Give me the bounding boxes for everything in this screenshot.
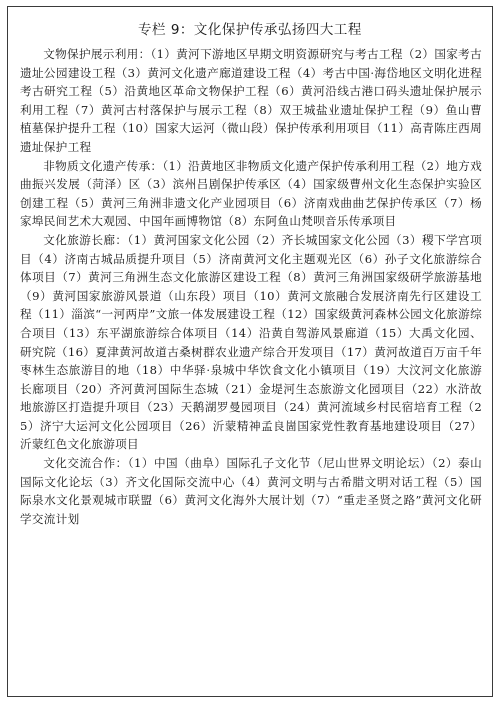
section-heading: 非物质文化遗产传承： xyxy=(43,158,163,173)
column-title: 专栏 9：文化保护传承弘扬四大工程 xyxy=(138,22,362,38)
section-heading: 文化旅游长廊： xyxy=(43,232,128,247)
section-body: （1）黄河国家文化公园（2）齐长城国家文化公园（3）稷下学宫项目（4）济南古城品质提升项目（5）济南黄河文化主题观光区（6）孙子文化旅游综合体项目（7）黄河三角洲生态文化旅游区建设工程（8）黄河三角洲国家级研学旅游基地（9）黄河国家旅游风景道（山东段）项目（10）黄河文旅融合发展济南先行区建设工程（11）淄滨“一河两岸”文旅一体发展建设工程（12）国家级黄河森林公园文化旅游综合项目（13）东平湖旅游综合体项目（14）沿黄自驾游风景廊道（15）大禹文化园、研究院（16）夏津黄河故道古桑树群农业遗产综合开发项目（17）黄河故道百万亩千年枣林生态旅游目的地（18）中华驿·泉城中华饮食文化小镇项目（19）大汶河文化旅游长廊项目（20）齐河黄河国际生态城（21）金堤河生态旅游文化园项目（22）水浒故地旅游区打造提升项目（23）天鹅湖罗曼园项目（24）黄河流域乡村民宿培育工程（25）济宁大运河文化公园项目（26）沂蒙精神孟良崮国家党性教育基地建设项目（27）沂蒙红色文化旅游项目 xyxy=(20,232,482,452)
section-body: （1）中国（曲阜）国际孔子文化节（尼山世界文明论坛）（2）泰山国际文化论坛（3）齐文化国际交流中心（4）黄河文明与古希腊文明对话工程（5）国际泉水文化景观城市联盟（6）黄河文化海外大展计划（7）“重走圣贤之路”黄河文化研学交流计划 xyxy=(20,456,482,526)
section-intangible-heritage xyxy=(20,157,482,231)
section-body: （1）沿黄地区非物质文化遗产保护传承利用工程（2）地方戏曲振兴发展（菏泽）区（3）滨州吕剧保护传承区（4）国家级曹州文化生态保护实验区创建工程（5）黄河三角洲非遗文化产业园项目（6）济南戏曲曲艺保护传承区（7）杨家埠民间艺术大观园、中国年画博物馆（8）东阿鱼山梵呗音乐传承项目 xyxy=(20,158,482,229)
section-tourism-corridor xyxy=(20,231,482,454)
column-box xyxy=(7,6,493,697)
section-body: （1）黄河下游地区早期文明资源研究与考古工程（2）国家考古遗址公园建设工程（3）黄河文化遗产廊道建设工程（4）考古中国·海岱地区文明化进程考古研究工程（5）沿黄地区革命文物保护工程（6）黄河沿线古港口码头遗址保护展示利用工程（7）黄河古村落保护与展示工程（8）双王城盐业遗址保护工程（9）鱼山曹植墓保护提升工程（10）国家大运河（微山段）保护传承利用项目（11）高青陈庄西周遗址保护工程 xyxy=(20,47,483,154)
section-exchange-cooperation xyxy=(20,454,482,528)
section-cultural-relics xyxy=(20,45,482,157)
section-heading: 文物保护展示利用： xyxy=(43,47,151,61)
section-heading: 文化交流合作： xyxy=(43,456,128,471)
column-content xyxy=(20,45,482,528)
